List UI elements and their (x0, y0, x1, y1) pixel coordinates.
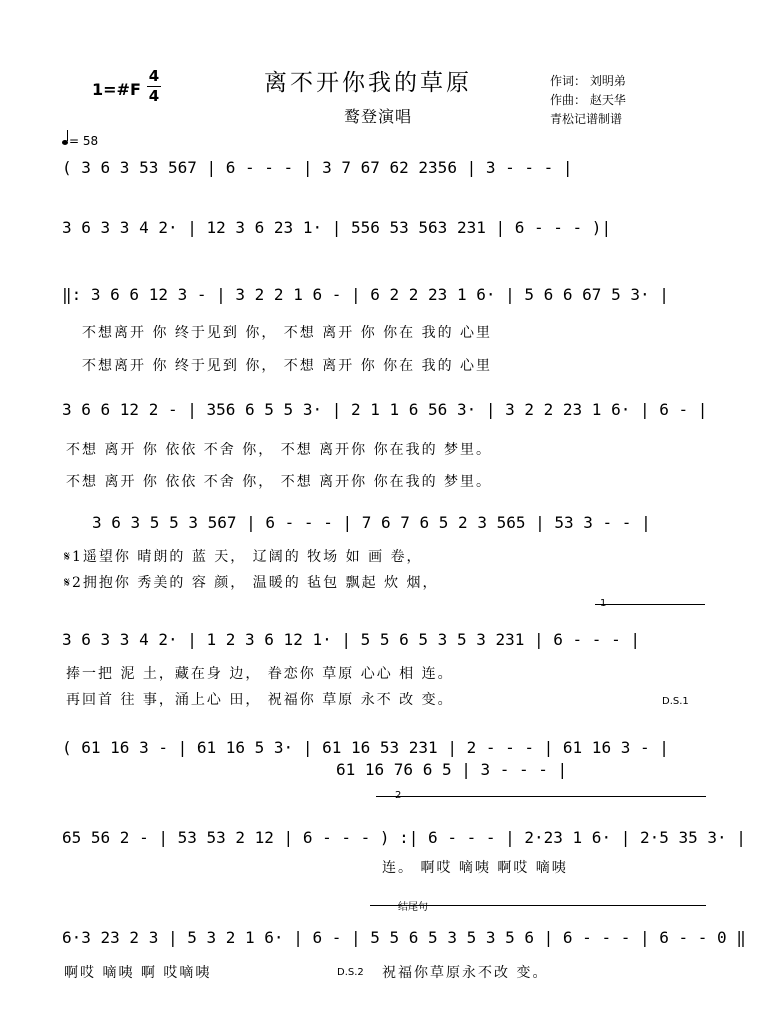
volta-label: 1 (600, 598, 607, 609)
lyrics-verse-2: 𝄋2拥抱你 秀美的 容 颜， 温暖的 毡包 飘起 炊 烟， (64, 575, 439, 591)
volta-bracket-1 (595, 604, 705, 605)
lyrics-verse-1: 𝄋1遥望你 晴朗的 蓝 天， 辽阔的 牧场 如 画 卷， (64, 549, 423, 565)
lyrics-verse-2: 不想离开 你 终于见到 你， 不想 离开 你 你在 我的 心里 (82, 358, 493, 374)
time-sig-bottom: 4 (148, 87, 160, 105)
music-notes: ( 3 6 3 53 567 | 6 - - - | 3 7 67 62 2356 | 3 - - - | (62, 158, 573, 177)
song-title: 离不开你我的草原 (264, 70, 472, 96)
score-line-9 (0, 928, 769, 954)
volta-bracket-2 (376, 796, 706, 797)
lyrics-verse-2: 不想 离开 你 依依 不舍 你， 不想 离开你 你在我的 梦里。 (66, 474, 493, 490)
score-line-2 (0, 218, 769, 244)
lyrics-verse-1: 捧一把 泥 土，藏在身 边， 眷恋你 草原 心心 相 连。 (66, 666, 454, 682)
lyrics-verse-2: 再回首 往 事，涌上心 田， 祝福你 草原 永不 改 变。 (66, 692, 454, 708)
score-line-8 (0, 828, 769, 854)
coda-label: 结尾句 (398, 902, 428, 913)
music-notes: 65 56 2 - | 53 53 2 12 | 6 - - - ) :| 6 - - - | 2·23 1 6· | 2·5 35 3· | (62, 828, 746, 847)
music-notes: 6·3 23 2 3 | 5 3 2 1 6· | 6 - | 5 5 6 5 3 5 3 5 6 | 6 - - - | 6 - - 0 ‖ (62, 928, 746, 947)
transcriber-credit: 青松记谱制谱 (550, 112, 623, 126)
score-line-6 (0, 630, 769, 656)
score-line-5 (0, 513, 769, 539)
lyrics-verse-1: 不想 离开 你 依依 不舍 你， 不想 离开你 你在我的 梦里。 (66, 442, 493, 458)
alternate-notes: 61 16 76 6 5 | 3 - - - | (336, 760, 568, 779)
time-sig-top: 4 (148, 67, 160, 85)
music-notes: 3 6 3 3 4 2· | 12 3 6 23 1· | 556 53 563 231 | 6 - - - )| (62, 218, 612, 237)
coda-lyrics: 祝福你草原永不改 变。 (382, 965, 549, 981)
dal-segno-mark: D.S.2 (337, 967, 364, 978)
lyrics-verse-1: 连。 啊哎 嘀咦 啊哎 嘀咦 (382, 860, 568, 876)
lyrics-verse-1: 不想离开 你 终于见到 你， 不想 离开 你 你在 我的 心里 (82, 325, 493, 341)
singer-credit: 鹜登演唱 (344, 107, 413, 126)
dal-segno-mark: D.S.1 (662, 696, 689, 707)
composer-credit: 作曲： 赵天华 (550, 93, 626, 107)
music-notes: ( 61 16 3 - | 61 16 5 3· | 61 16 53 231 | 2 - - - | 61 16 3 - | (62, 738, 669, 757)
tempo-marking: = 58 (62, 134, 98, 148)
score-line-3 (0, 285, 769, 311)
quarter-note-icon (62, 140, 68, 145)
music-notes: ‖: 3 6 6 12 3 - | 3 2 2 1 6 - | 6 2 2 23 1 6· | 5 6 6 67 5 3· | (62, 285, 669, 304)
volta-label: 2 (395, 790, 402, 801)
music-notes: 3 6 6 12 2 - | 356 6 5 5 3· | 2 1 1 6 56 3· | 3 2 2 23 1 6· | 6 - | (62, 400, 708, 419)
lyrics-verse-1: 啊哎 嘀咦 啊 哎嘀咦 (64, 965, 212, 981)
lyricist-credit: 作词： 刘明弟 (550, 74, 626, 88)
music-notes: 3 6 3 5 5 3 567 | 6 - - - | 7 6 7 6 5 2 3 565 | 53 3 - - | (92, 513, 651, 532)
score-line-4 (0, 400, 769, 426)
music-notes: 3 6 3 3 4 2· | 1 2 3 6 12 1· | 5 5 6 5 3 5 3 231 | 6 - - - | (62, 630, 640, 649)
time-signature (147, 68, 161, 105)
key-signature: 1=#F (92, 80, 141, 99)
score-line-1 (0, 158, 769, 184)
